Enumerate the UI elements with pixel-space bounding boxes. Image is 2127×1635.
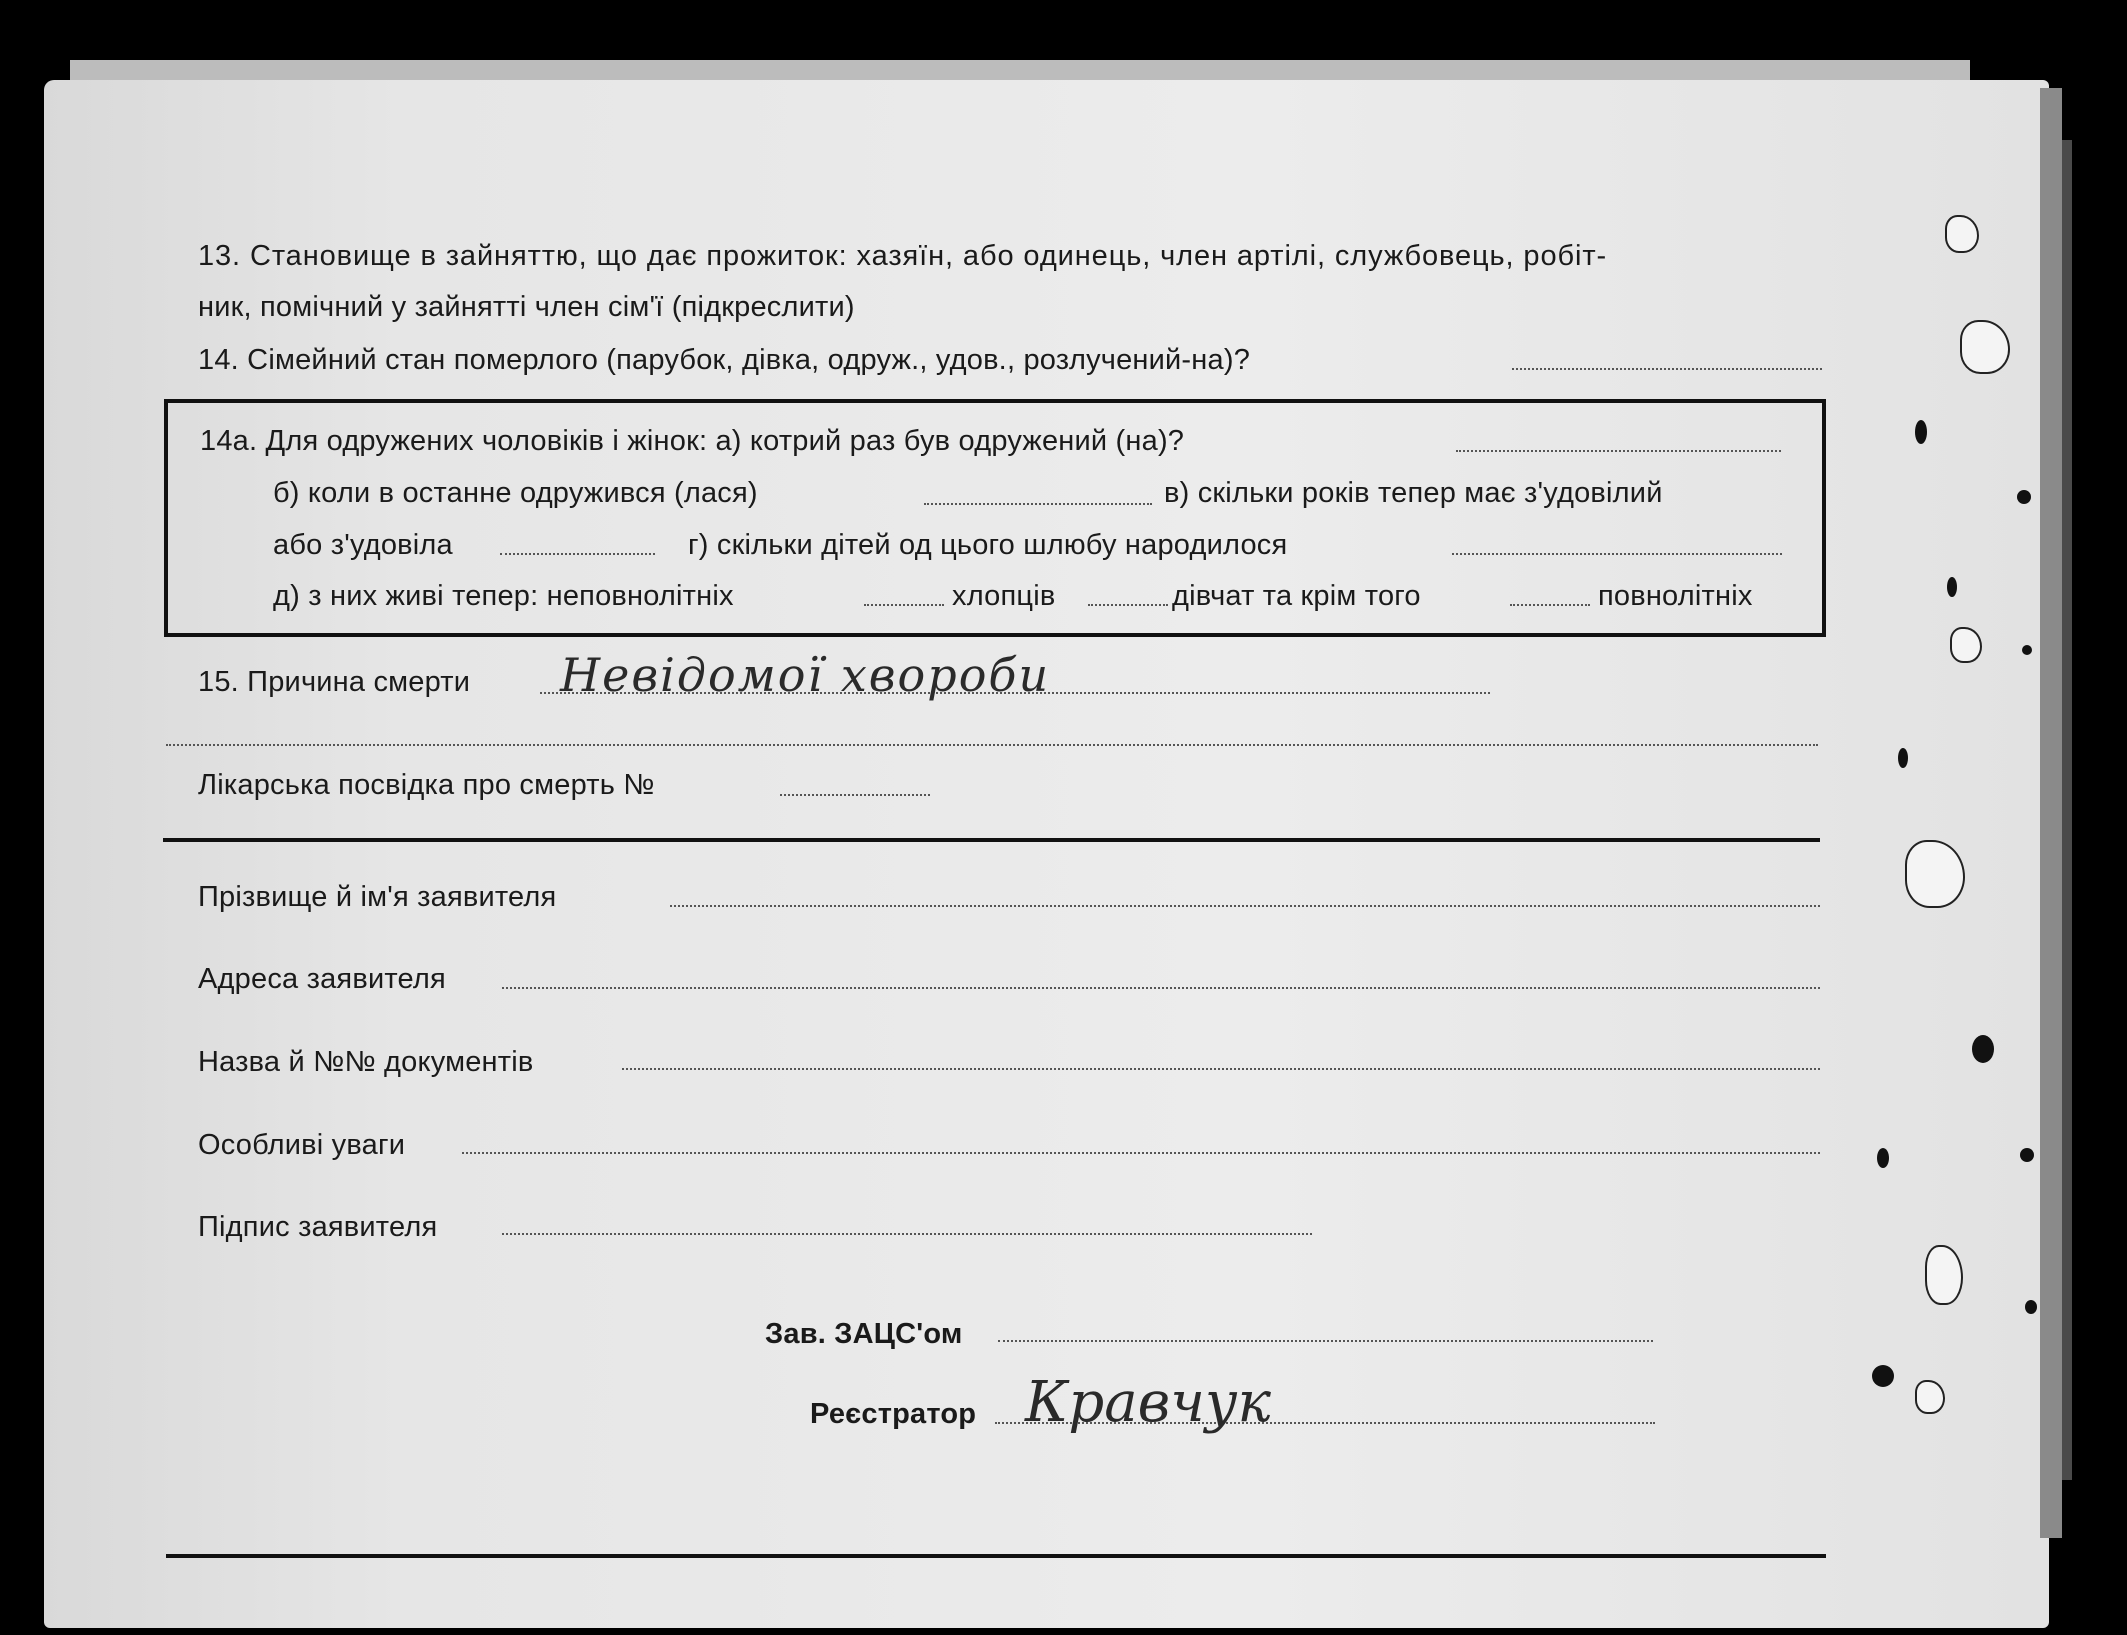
applicant-address-label: Адреса заявителя <box>198 963 446 995</box>
item-14-field[interactable] <box>1512 368 1822 370</box>
sheet-edge <box>2040 88 2062 1538</box>
item-14a-line-1: 14а. Для одружених чоловіків і жінок: а) котрий раз був одружений (на)? <box>200 425 1185 457</box>
item-14a-widowed-field[interactable] <box>500 553 655 555</box>
item-14a-widowed-label: або з'удовіла <box>273 529 453 561</box>
item-14a-girls-field[interactable] <box>1510 604 1590 606</box>
cause-of-death-handwriting: Невідомої хвороби <box>560 648 1051 702</box>
applicant-name-label: Прізвище й ім'я заявителя <box>198 881 557 913</box>
binding-hole <box>2025 1300 2037 1314</box>
applicant-signature-label: Підпис заявителя <box>198 1211 438 1243</box>
remarks-label: Особливі уваги <box>198 1129 406 1161</box>
item-14-label: 14. Сімейний стан померлого (парубок, дівка, одруж., удов., розлучений-на)? <box>198 344 1251 376</box>
item-14a-a-field[interactable] <box>1456 450 1781 452</box>
registrar-label: Реєстратор <box>810 1398 977 1430</box>
head-of-office-signature-field[interactable] <box>998 1340 1653 1342</box>
applicant-name-field[interactable] <box>670 905 1820 907</box>
bottom-divider <box>166 1554 1826 1558</box>
sheet-edge-back <box>2062 140 2072 1480</box>
binding-hole <box>1877 1148 1889 1168</box>
medical-certificate-field[interactable] <box>780 794 930 796</box>
item-14a-g-field[interactable] <box>1452 553 1782 555</box>
item-14a-girls-label: дівчат та крім того <box>1172 580 1421 612</box>
item-13-line-2: ник, помічний у зайнятті член сім'ї (підкреслити) <box>198 291 855 323</box>
binding-hole <box>2017 490 2031 504</box>
item-15-field-continued[interactable] <box>166 744 1818 746</box>
binding-hole <box>2020 1148 2034 1162</box>
item-14a-b-label: б) коли в останне одружився (лася) <box>273 477 758 509</box>
binding-hole <box>2022 645 2032 655</box>
remarks-field[interactable] <box>462 1152 1820 1154</box>
head-of-office-label: Зав. ЗАЦС'ом <box>765 1318 963 1350</box>
item-14a-d-label: д) з них живі тепер: неповнолітніх <box>273 580 734 612</box>
binding-hole <box>1950 627 1982 663</box>
binding-hole <box>1945 215 1979 253</box>
item-14a-v-label: в) скільки років тепер має з'удовілий <box>1164 477 1663 509</box>
item-14a-boys-label: хлопців <box>952 580 1056 612</box>
documents-label: Назва й №№ документів <box>198 1046 534 1078</box>
item-14a-g-label: г) скільки дітей од цього шлюбу народилося <box>688 529 1288 561</box>
item-14a-b-field[interactable] <box>924 503 1152 505</box>
applicant-address-field[interactable] <box>502 987 1820 989</box>
section-divider <box>163 838 1820 842</box>
binding-hole <box>1972 1035 1994 1063</box>
binding-hole <box>1898 748 1908 768</box>
item-13-line-1: 13. Становище в зайняттю, що дає прожиток: хазяїн, або одинець, член артілі, службовець, робіт- <box>198 240 1608 272</box>
documents-field[interactable] <box>622 1068 1820 1070</box>
binding-hole <box>1915 420 1927 444</box>
item-14a-boys-field[interactable] <box>1088 604 1168 606</box>
registrar-signature: Кравчук <box>1025 1370 1271 1435</box>
item-14a-adults-label: повнолітніх <box>1598 580 1753 612</box>
binding-hole <box>1915 1380 1945 1414</box>
medical-certificate-label: Лікарська посвідка про смерть № <box>198 769 655 801</box>
item-14a-minors-field[interactable] <box>864 604 944 606</box>
binding-hole <box>1872 1365 1894 1387</box>
binding-hole <box>1947 577 1957 597</box>
item-15-label: 15. Причина смерти <box>198 666 471 698</box>
applicant-signature-field[interactable] <box>502 1233 1312 1235</box>
